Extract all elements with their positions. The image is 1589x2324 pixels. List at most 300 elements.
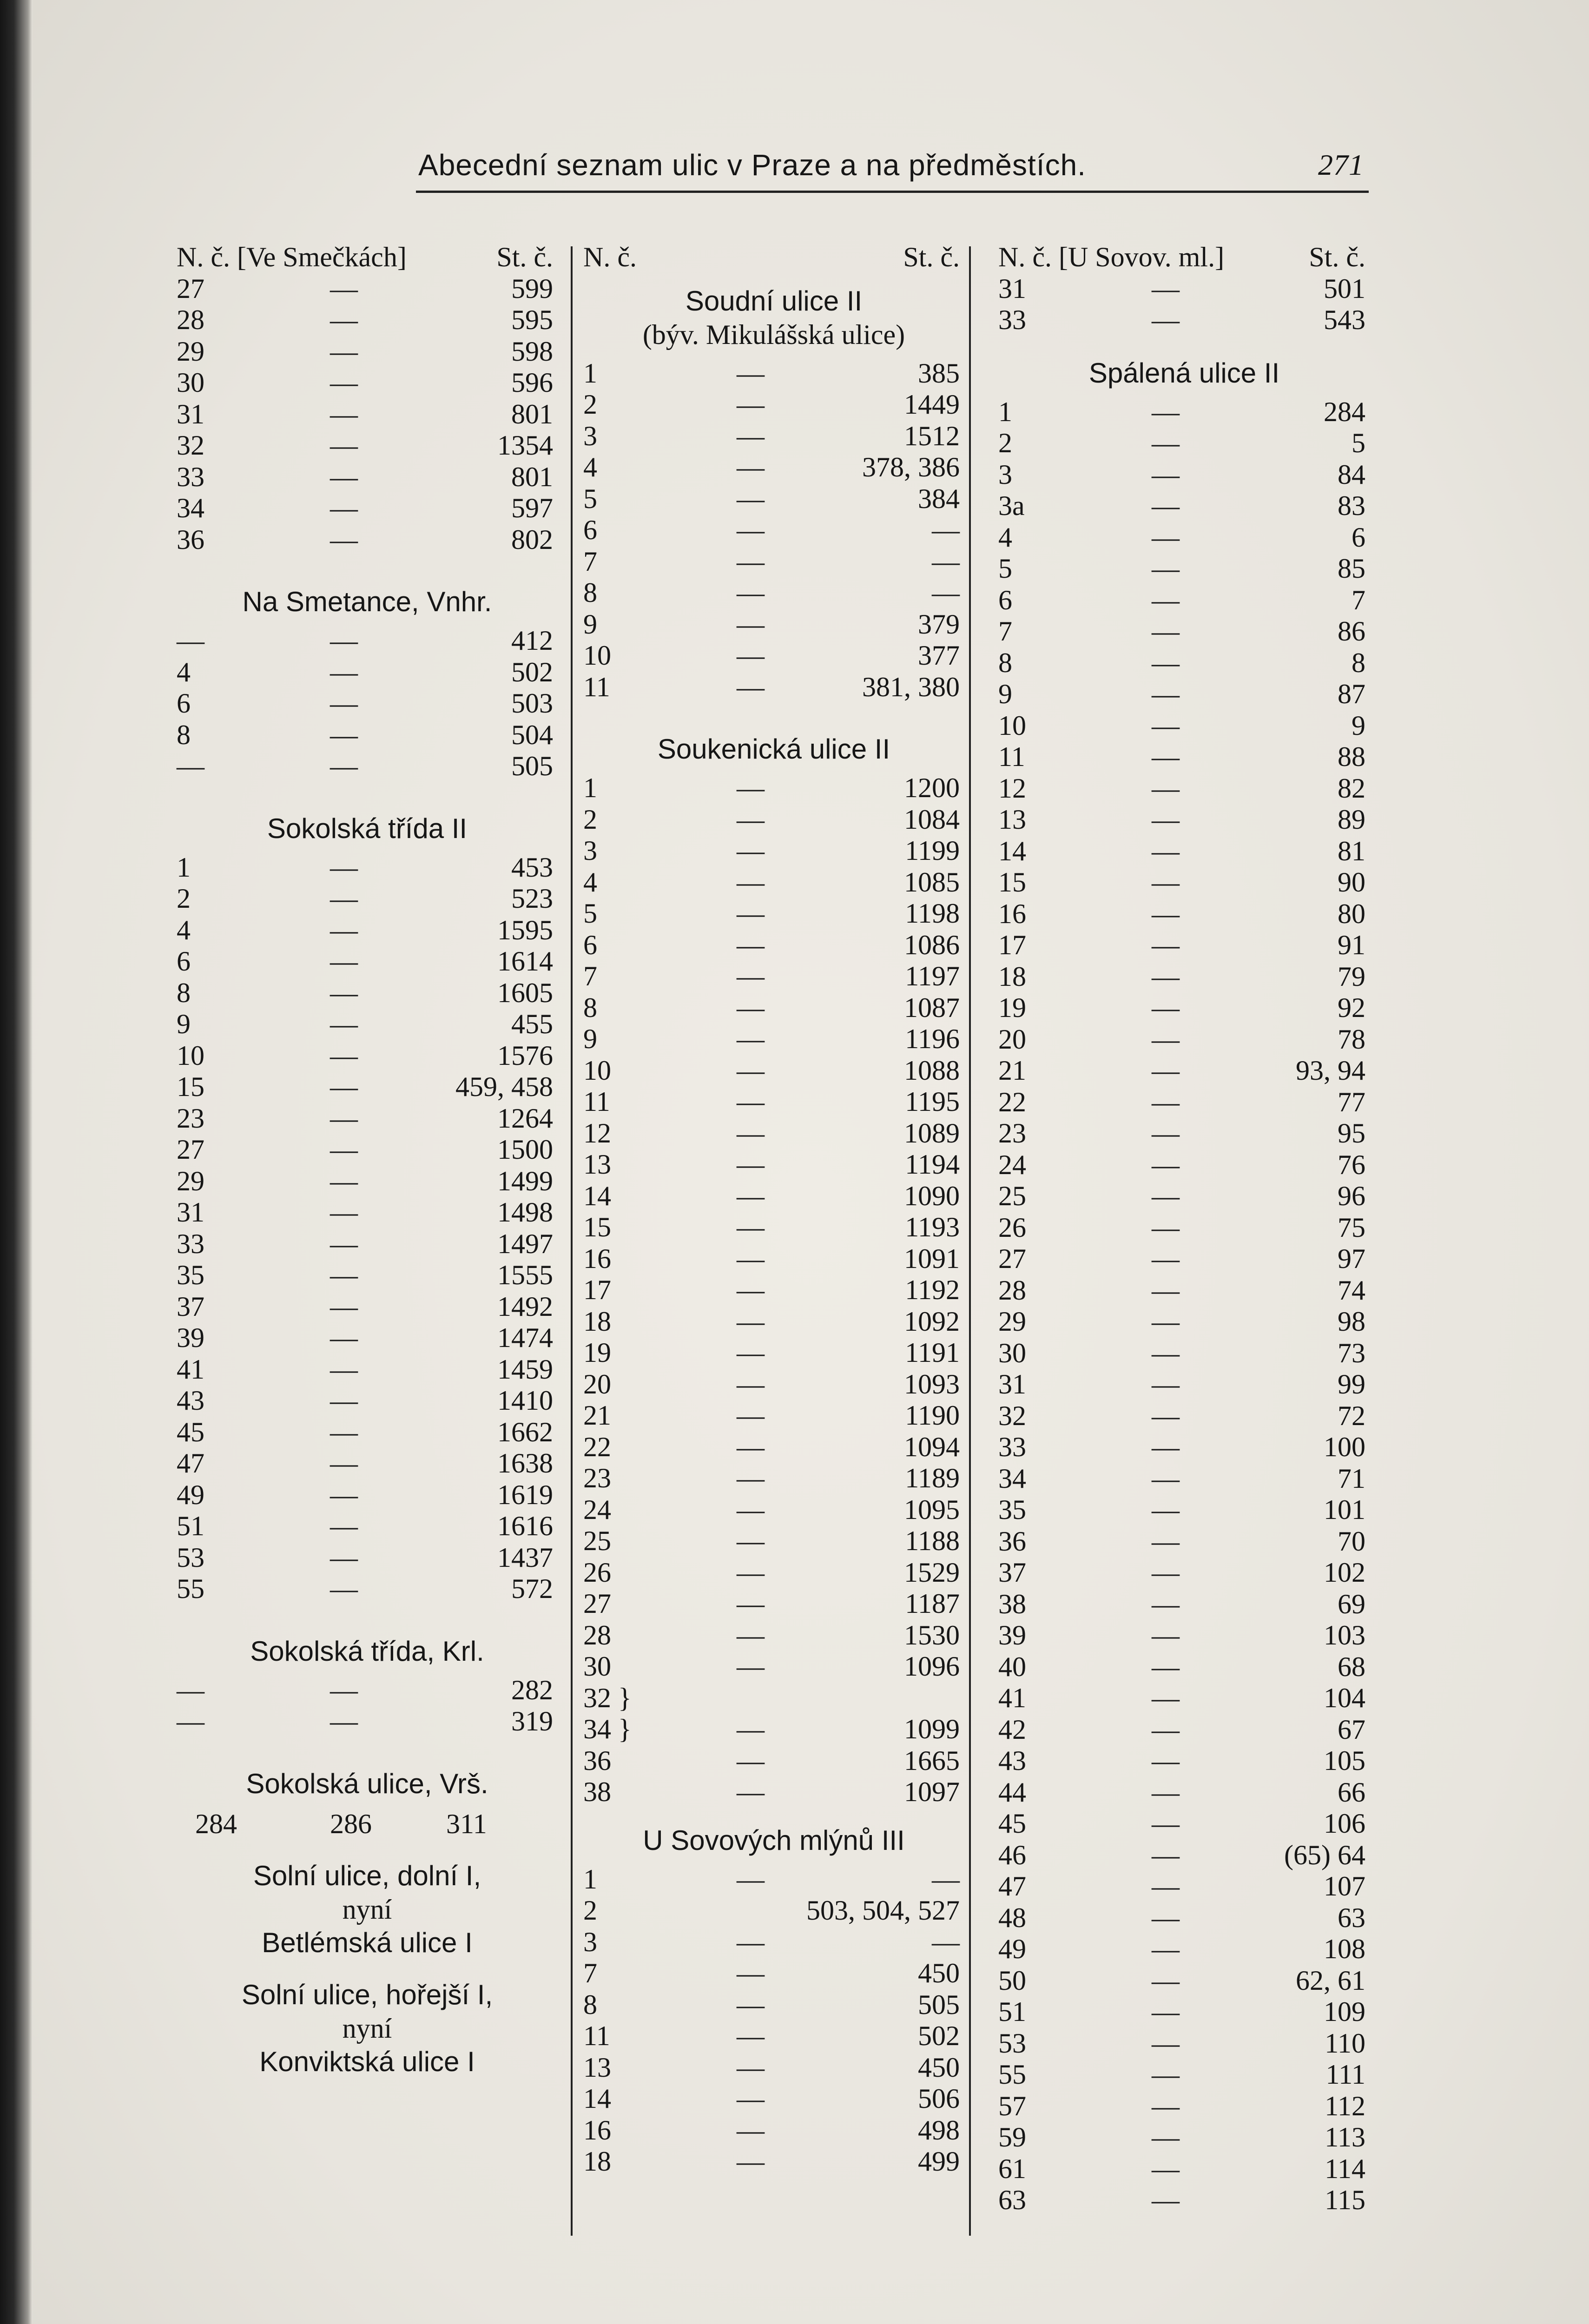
dash: — — [330, 367, 358, 398]
house-number: 37 — [998, 1557, 1026, 1588]
old-number: 599 — [511, 273, 553, 304]
table-row — [177, 720, 558, 751]
old-number: 1512 — [904, 420, 960, 451]
dash: — — [737, 420, 765, 451]
dash: — — [330, 398, 358, 429]
old-number: — — [932, 1863, 960, 1895]
dash: — — [1152, 1620, 1180, 1651]
house-number: 36 — [998, 1525, 1026, 1557]
dash: — — [330, 1322, 358, 1353]
house-number: 49 — [177, 1479, 204, 1510]
dash: — — [1152, 804, 1180, 835]
dash: — — [737, 2083, 765, 2114]
street-title: U Sovových mlýnů III — [643, 1824, 905, 1856]
old-number: 455 — [511, 1009, 553, 1039]
section-sokolska-trida-krl — [177, 1624, 558, 1737]
house-number: 51 — [998, 1996, 1026, 2027]
table-row — [998, 1432, 1370, 1463]
old-number: 1459 — [497, 1353, 553, 1385]
old-number: 1089 — [904, 1117, 960, 1149]
table-row — [998, 1620, 1370, 1651]
dash: — — [1152, 1494, 1180, 1525]
page-number: 271 — [1318, 148, 1364, 181]
table-row — [583, 2052, 964, 2084]
street-title: Sokolská třída, Krl. — [250, 1635, 484, 1667]
house-number: 1 — [177, 852, 191, 883]
house-number: 23 — [583, 1463, 611, 1493]
dash: — — [1152, 2122, 1180, 2152]
table-row — [583, 1864, 964, 1895]
table-row — [177, 1071, 558, 1103]
house-number: 16 — [998, 898, 1026, 929]
house-number: 6 — [583, 929, 597, 960]
house-number: 13 — [583, 2052, 611, 2083]
house-number: 40 — [998, 1651, 1026, 1682]
old-number: 1093 — [904, 1368, 960, 1400]
old-number: 77 — [1338, 1086, 1365, 1117]
dash: — — [737, 1651, 765, 1682]
old-number: 1096 — [904, 1651, 960, 1682]
house-number: 53 — [177, 1542, 204, 1573]
table-row — [583, 1023, 964, 1055]
old-number: 99 — [1338, 1369, 1365, 1400]
old-number: — — [932, 546, 960, 577]
old-number: 69 — [1338, 1588, 1365, 1619]
house-number: 29 — [177, 1165, 204, 1196]
old-number: 102 — [1324, 1557, 1365, 1588]
table-row — [998, 992, 1370, 1024]
house-number: 43 — [998, 1745, 1026, 1776]
house-number: 3a — [998, 490, 1025, 521]
house-number: 10 — [998, 710, 1026, 741]
old-number: 1498 — [497, 1197, 553, 1228]
house-number: 4 — [583, 866, 597, 898]
entry-list — [583, 772, 964, 1808]
old-number: 543 — [1324, 304, 1365, 335]
dash: — — [1152, 1525, 1180, 1557]
house-number: 1 — [583, 1863, 597, 1895]
old-number: — — [932, 577, 960, 608]
dash: — — [1152, 1432, 1180, 1462]
dash: — — [1152, 1086, 1180, 1117]
dash: — — [1152, 1902, 1180, 1933]
table-row — [998, 2028, 1370, 2060]
table-row — [998, 2185, 1370, 2216]
dash: — — [737, 2052, 765, 2083]
house-number: 6 — [177, 946, 191, 977]
old-number: 5 — [1352, 428, 1365, 458]
old-number: 502 — [511, 656, 553, 687]
old-number: 112 — [1325, 2090, 1365, 2121]
dash: — — [330, 625, 358, 656]
house-number: 2 — [998, 428, 1012, 458]
old-number: 284 — [1324, 396, 1365, 427]
table-row — [583, 898, 964, 930]
house-number: 30 — [998, 1337, 1026, 1368]
house-number: 53 — [998, 2027, 1026, 2059]
house-number: 5 — [583, 898, 597, 929]
table-row — [583, 1369, 964, 1400]
table-row — [177, 1322, 558, 1354]
old-number: 1619 — [497, 1479, 553, 1510]
dash: — — [737, 1086, 765, 1117]
old-number: 1198 — [905, 898, 960, 929]
table-row — [998, 836, 1370, 867]
old-number: 595 — [511, 304, 553, 335]
house-number: 2 — [177, 883, 191, 914]
table-row — [583, 421, 964, 452]
house-number: 38 — [998, 1588, 1026, 1619]
table-row — [177, 1511, 558, 1542]
old-number: 597 — [511, 493, 553, 523]
column-heading — [177, 242, 558, 273]
table-row — [998, 2091, 1370, 2122]
old-number: 1094 — [904, 1431, 960, 1462]
old-number: 1085 — [904, 866, 960, 898]
table-row — [583, 389, 964, 421]
street-title: Soukenická ulice II — [657, 733, 890, 765]
table-row — [583, 1776, 964, 1808]
table-row — [998, 1212, 1370, 1244]
house-number: 43 — [177, 1385, 204, 1416]
dash: — — [737, 1525, 765, 1556]
table-row — [998, 396, 1370, 428]
table-row — [583, 1714, 964, 1745]
table-row — [583, 992, 964, 1024]
dash: — — [1152, 2027, 1180, 2059]
old-number: — — [932, 515, 960, 545]
section-sokolska-ulice — [177, 1756, 558, 1841]
old-number: (65) 64 — [1284, 1839, 1365, 1870]
house-number: 6 — [998, 584, 1012, 615]
house-number: 18 — [583, 1306, 611, 1337]
table-row — [583, 772, 964, 804]
house-number: 2 — [583, 389, 597, 420]
table-row — [177, 1291, 558, 1323]
table-row — [998, 585, 1370, 616]
table-row — [583, 358, 964, 390]
house-number: 9 — [177, 1009, 191, 1039]
dash: — — [1152, 1776, 1180, 1808]
house-number: — — [177, 1706, 204, 1736]
table-row — [583, 546, 964, 578]
house-number: 17 — [583, 1274, 611, 1305]
table-row — [998, 1902, 1370, 1934]
old-number: 1097 — [904, 1776, 960, 1807]
table-row — [177, 524, 558, 556]
column-3 — [998, 242, 1370, 2216]
old-number: 62, 61 — [1296, 1965, 1365, 1996]
table-row — [583, 1683, 964, 1714]
house-number: 4 — [177, 914, 191, 945]
dash: — — [330, 1009, 358, 1039]
dash: — — [330, 1291, 358, 1322]
house-number: 16 — [583, 1243, 611, 1274]
old-number: 89 — [1338, 804, 1365, 835]
house-number: 2 — [583, 804, 597, 835]
table-row — [583, 2146, 964, 2178]
table-row — [998, 1808, 1370, 1840]
house-number: 10 — [177, 1040, 204, 1071]
heading-left: N. č. — [583, 242, 637, 272]
dash: — — [737, 929, 765, 960]
entry-list — [177, 852, 558, 1605]
dash: — — [1152, 679, 1180, 709]
dash: — — [330, 719, 358, 750]
dash: — — [1152, 1400, 1180, 1431]
table-row — [583, 452, 964, 483]
house-number: 39 — [177, 1322, 204, 1353]
old-number: 87 — [1338, 679, 1365, 709]
house-number: 22 — [583, 1431, 611, 1462]
table-row — [998, 1181, 1370, 1212]
dash: — — [330, 1197, 358, 1228]
old-number: 104 — [1324, 1683, 1365, 1713]
old-number: 1474 — [497, 1322, 553, 1353]
entry-list — [177, 625, 558, 782]
dash: — — [330, 273, 358, 304]
house-number: 55 — [998, 2059, 1026, 2090]
house-number: 31 — [998, 1369, 1026, 1400]
old-number: 1264 — [497, 1103, 553, 1134]
old-number: 1665 — [904, 1745, 960, 1776]
old-number: 384 — [918, 483, 960, 514]
house-number: 27 — [177, 1134, 204, 1165]
table-row — [998, 1400, 1370, 1432]
table-row — [998, 2059, 1370, 2091]
entry-list — [583, 1864, 964, 2178]
dash: — — [1152, 772, 1180, 804]
entry-list — [583, 358, 964, 703]
dash: — — [737, 452, 765, 482]
old-number: 93, 94 — [1296, 1055, 1365, 1086]
house-number: 5 — [998, 553, 1012, 584]
dash: — — [330, 524, 358, 555]
note-line: Solní ulice, dolní I, — [253, 1860, 481, 1891]
old-number: 1500 — [497, 1134, 553, 1165]
old-number: 1192 — [905, 1274, 960, 1305]
dash: — — [1152, 1337, 1180, 1368]
dash: — — [737, 1588, 765, 1619]
old-number: 7 — [1352, 584, 1365, 615]
table-row — [998, 273, 1370, 305]
house-number: 33 — [998, 304, 1026, 335]
street-title: Soudní ulice II — [685, 285, 863, 317]
old-number: 97 — [1338, 1243, 1365, 1274]
table-row — [998, 867, 1370, 898]
table-row — [583, 930, 964, 961]
house-number: 45 — [177, 1416, 204, 1447]
house-number: 32 — [998, 1400, 1026, 1431]
house-number: 59 — [998, 2122, 1026, 2152]
dash: — — [737, 1337, 765, 1368]
dash: — — [1152, 2059, 1180, 2090]
table-row — [583, 1149, 964, 1181]
table-row — [998, 1871, 1370, 1902]
note-line: nyní — [342, 2013, 392, 2044]
house-number: 12 — [583, 1117, 611, 1149]
dash: — — [737, 1926, 765, 1957]
dash: — — [330, 1260, 358, 1290]
house-number: — — [177, 751, 204, 781]
column-1 — [177, 242, 558, 2079]
house-number: 34 } — [583, 1714, 632, 1744]
old-number: 81 — [1338, 835, 1365, 866]
running-header — [418, 148, 1369, 190]
table-row — [998, 773, 1370, 805]
table-row — [583, 1181, 964, 1212]
old-number: 504 — [511, 719, 553, 750]
old-number: 82 — [1338, 772, 1365, 804]
table-row — [998, 1494, 1370, 1526]
entry-list — [177, 1675, 558, 1737]
table-row — [177, 1573, 558, 1605]
old-number: 78 — [1338, 1023, 1365, 1055]
dash: — — [1152, 898, 1180, 929]
section-soudni-ulice — [583, 273, 964, 703]
old-number: 1437 — [497, 1542, 553, 1573]
table-row — [998, 741, 1370, 773]
house-number: 46 — [998, 1839, 1026, 1870]
house-number: 33 — [177, 1228, 204, 1259]
old-number: 596 — [511, 367, 553, 398]
house-number: 7 — [583, 961, 597, 991]
house-number: 34 — [998, 1463, 1026, 1494]
old-number: 67 — [1338, 1714, 1365, 1745]
house-number: 30 — [583, 1651, 611, 1682]
section-sokolska-trida-ii — [177, 801, 558, 1605]
table-row — [998, 1557, 1370, 1589]
house-number: 49 — [998, 1934, 1026, 1964]
old-number: 1196 — [905, 1023, 960, 1054]
old-number: 107 — [1324, 1871, 1365, 1901]
table-row — [998, 1840, 1370, 1871]
table-row — [998, 1996, 1370, 2028]
table-row — [583, 2020, 964, 2052]
old-number: 379 — [918, 608, 960, 640]
dash: — — [1152, 1996, 1180, 2027]
dash: — — [330, 336, 358, 367]
dash: — — [1152, 2153, 1180, 2184]
old-number: 1091 — [904, 1243, 960, 1274]
heading-right: St. č. — [903, 242, 960, 272]
house-number: 3 — [583, 1926, 597, 1957]
dash: — — [737, 1274, 765, 1305]
house-number: 11 — [998, 741, 1025, 772]
house-number: 22 — [998, 1086, 1026, 1117]
house-number: 48 — [998, 1902, 1026, 1933]
table-row — [998, 1777, 1370, 1809]
house-number: 33 — [177, 461, 204, 492]
old-number: 505 — [511, 751, 553, 781]
table-row — [998, 616, 1370, 647]
dash: — — [737, 1023, 765, 1054]
old-number: 68 — [1338, 1651, 1365, 1682]
dash: — — [737, 804, 765, 835]
table-row — [177, 915, 558, 946]
house-number: 14 — [583, 1180, 611, 1211]
old-number: 106 — [1324, 1808, 1365, 1839]
table-row — [998, 428, 1370, 459]
house-number: 28 — [998, 1274, 1026, 1306]
table-row — [583, 515, 964, 546]
house-number: 11 — [583, 671, 610, 702]
column-divider-2 — [969, 246, 971, 2236]
house-number: 13 — [583, 1149, 611, 1180]
table-row — [998, 490, 1370, 522]
old-number: 92 — [1338, 992, 1365, 1023]
dash: — — [330, 430, 358, 461]
table-row — [998, 1745, 1370, 1777]
dash: — — [737, 1180, 765, 1211]
table-row — [177, 1009, 558, 1040]
house-number: 28 — [177, 304, 204, 335]
old-number: 70 — [1338, 1525, 1365, 1557]
table-row — [583, 1212, 964, 1243]
dash: — — [737, 1745, 765, 1776]
old-number: 1199 — [905, 835, 960, 866]
table-row — [177, 1197, 558, 1228]
table-row — [583, 640, 964, 672]
table-row — [583, 835, 964, 867]
dash: — — [330, 493, 358, 523]
header-rule — [416, 191, 1369, 193]
old-number: 501 — [1324, 273, 1365, 304]
heading-left: N. č. [Ve Smečkách] — [177, 242, 407, 272]
dash: — — [1152, 459, 1180, 490]
old-number: 110 — [1325, 2027, 1365, 2059]
old-number: 1605 — [497, 977, 553, 1008]
dash: — — [737, 1400, 765, 1431]
house-number: 11 — [583, 1086, 610, 1117]
old-number: 1616 — [497, 1511, 553, 1541]
old-number: 450 — [918, 2052, 960, 2083]
house-number: 14 — [998, 835, 1026, 866]
dash: — — [330, 461, 358, 492]
table-row — [998, 1714, 1370, 1746]
table-row — [583, 1927, 964, 1958]
dash: — — [1152, 490, 1180, 521]
dash: — — [330, 1511, 358, 1541]
dash: — — [330, 1134, 358, 1165]
dash: — — [1152, 1839, 1180, 1870]
old-number: 95 — [1338, 1118, 1365, 1149]
old-number: 1200 — [904, 772, 960, 803]
old-number: 72 — [1338, 1400, 1365, 1431]
house-number: 35 — [177, 1260, 204, 1290]
table-row — [998, 647, 1370, 679]
table-row — [177, 1385, 558, 1417]
old-number: 1595 — [497, 914, 553, 945]
house-number: 9 — [583, 608, 597, 640]
table-row — [583, 1337, 964, 1369]
dash: — — [1152, 930, 1180, 960]
dash: — — [1152, 1714, 1180, 1745]
dash: — — [737, 961, 765, 991]
dash: — — [737, 577, 765, 608]
street-title: Na Smetance, Vnhr. — [242, 586, 492, 617]
table-row — [583, 1651, 964, 1683]
house-number: 8 — [177, 977, 191, 1008]
house-number: 26 — [583, 1557, 611, 1588]
dash: — — [1152, 396, 1180, 427]
house-number: 32 } — [583, 1682, 632, 1713]
old-number: 1614 — [497, 946, 553, 977]
dash: — — [737, 1212, 765, 1242]
table-row — [583, 1055, 964, 1087]
house-number: 23 — [177, 1103, 204, 1134]
house-number: 13 — [998, 804, 1026, 835]
